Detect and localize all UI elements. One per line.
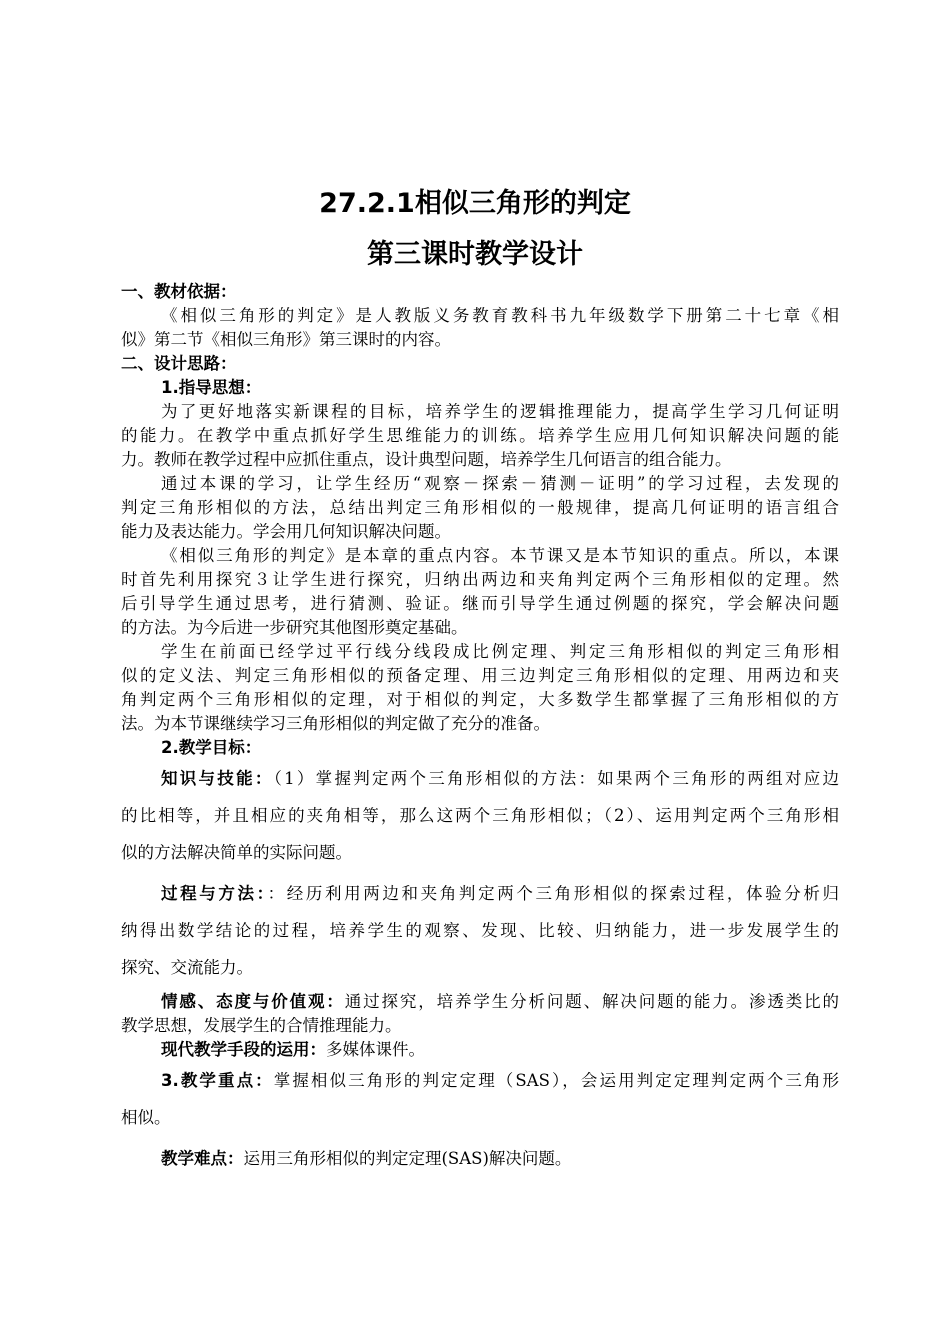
subheading-guiding-thought: 1.指导思想：	[161, 378, 262, 397]
paragraph-line: 的方法。为今后进一步研究其他图形奠定基础。	[121, 618, 468, 637]
document-body	[121, 280, 839, 1177]
teaching-tools-label: 现代教学手段的运用：	[161, 1040, 326, 1059]
paragraph-line: 似的方法解决简单的实际问题。	[121, 843, 352, 862]
section-heading-design-idea: 二、设计思路：	[121, 354, 237, 373]
paragraph-line: 为了更好地落实新课程的目标，培养学生的逻辑推理能力，提高学生学习几何证明	[161, 402, 839, 421]
key-point-line	[121, 1062, 839, 1099]
goal-process-label: 过程与方法：	[161, 884, 268, 903]
paragraph-line: 似》第二节《相似三角形》第三课时的内容。	[121, 330, 451, 349]
difficulty-text: 运用三角形相似的判定定理(SAS)解决问题。	[243, 1149, 572, 1168]
paragraph-line: 法。为本节课继续学习三角形相似的判定做了充分的准备。	[121, 714, 550, 733]
paragraph-line: 纳得出数学结论的过程，培养学生的观察、发现、比较、归纳能力，进一步发展学生的	[121, 921, 839, 940]
goal-emotion-label: 情感、态度与价值观：	[161, 992, 345, 1011]
paragraph-line: 力。教师在教学过程中应抓住重点，设计典型问题，培养学生几何语言的组合能力。	[121, 450, 732, 469]
goal-emotion-line	[121, 990, 839, 1014]
goal-text: （1）掌握判定两个三角形相似的方法：如果两个三角形的两组对应边	[273, 769, 839, 788]
document-subtitle: 第三课时教学设计	[367, 239, 583, 270]
paragraph-line: 探究、交流能力。	[121, 958, 253, 977]
paragraph-line: 学生在前面已经学过平行线分线段成比例定理、判定三角形相似的判定三角形相	[161, 642, 839, 661]
paragraph-line: 《相似三角形的判定》是本章的重点内容。本节课又是本节知识的重点。所以，本课	[161, 546, 839, 565]
goal-knowledge-label: 知识与技能：	[161, 769, 274, 788]
difficulty-label: 教学难点：	[161, 1149, 244, 1168]
paragraph-line: 通过本课的学习，让学生经历“观察－探索－猜测－证明”的学习过程，去发现的	[161, 474, 839, 493]
key-point-label: 3.教学重点：	[161, 1071, 274, 1090]
paragraph-line: 相似。	[121, 1108, 171, 1127]
paragraph-line: 的能力。在教学中重点抓好学生思维能力的训练。培养学生应用几何知识解决问题的能	[121, 426, 839, 445]
paragraph-line: 后引导学生通过思考，进行猜测、验证。继而引导学生通过例题的探究，学会解决问题	[121, 594, 839, 613]
paragraph-line: 判定三角形相似的方法，总结出判定三角形相似的一般规律，提高几何证明的语言组合	[121, 498, 839, 517]
paragraph-line: 似的定义法、判定三角形相似的预备定理、用三边判定三角形相似的定理、用两边和夹	[121, 666, 839, 685]
paragraph-line: 的比相等，并且相应的夹角相等，那么这两个三角形相似；（2）、运用判定两个三角形相	[121, 806, 839, 825]
goal-text: 通过探究，培养学生分析问题、解决问题的能力。渗透类比的	[344, 992, 839, 1011]
paragraph-line: 《相似三角形的判定》是人教版义务教育教科书九年级数学下册第二十七章《相	[161, 306, 839, 325]
teaching-tools-text: 多媒体课件。	[326, 1040, 425, 1059]
subheading-teaching-goals: 2.教学目标：	[161, 738, 262, 757]
difficulty-line	[121, 1140, 839, 1177]
paragraph-line: 教学思想，发展学生的合情推理能力。	[121, 1016, 402, 1035]
goal-process-line	[121, 875, 839, 912]
section-heading-textbook-basis: 一、教材依据：	[121, 282, 237, 301]
paragraph-line: 能力及表达能力。学会用几何知识解决问题。	[121, 522, 451, 541]
teaching-tools-line	[121, 1038, 839, 1062]
goal-knowledge-line	[121, 760, 839, 797]
key-point-text: 掌握相似三角形的判定定理（SAS），会运用判定定理判定两个三角形	[273, 1071, 839, 1090]
document-title: 27.2.1相似三角形的判定	[319, 188, 631, 219]
paragraph-line: 时首先利用探究３让学生进行探究，归纳出两边和夹角判定两个三角形相似的定理。然	[121, 570, 839, 589]
paragraph-line: 角判定两个三角形相似的定理，对于相似的判定，大多数学生都掌握了三角形相似的方	[121, 690, 839, 709]
goal-text: ：经历利用两边和夹角判定两个三角形相似的探索过程，体验分析归	[267, 884, 839, 903]
